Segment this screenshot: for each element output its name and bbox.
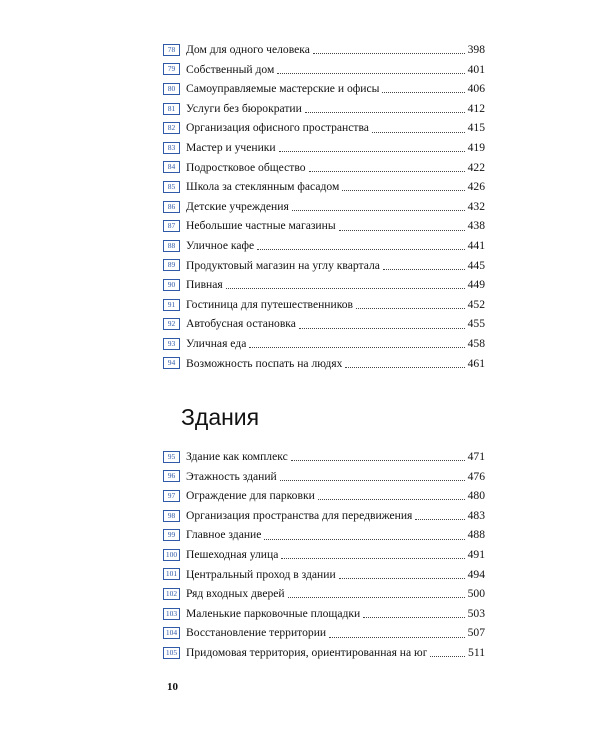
pattern-number-badge: 85 <box>163 181 180 193</box>
dot-leader <box>329 633 465 638</box>
toc-entry[interactable] <box>163 314 485 334</box>
toc-entry-page: 500 <box>467 587 485 601</box>
toc-entry-title: Здание как комплекс <box>186 450 288 463</box>
toc-entry[interactable] <box>163 623 485 643</box>
pattern-number-badge: 80 <box>163 83 180 95</box>
toc-entry-title: Дом для одного человека <box>186 43 310 56</box>
pattern-number-badge: 88 <box>163 240 180 252</box>
dot-leader <box>318 495 465 500</box>
toc-entry-title: Пивная <box>186 278 223 292</box>
toc-entry-page: 461 <box>467 356 485 370</box>
toc-entry[interactable] <box>163 525 485 545</box>
toc-entry-page: 503 <box>467 606 485 620</box>
pattern-number-badge: 81 <box>163 103 180 115</box>
toc-list-section-2 <box>163 447 485 663</box>
pattern-number-badge: 87 <box>163 220 180 232</box>
toc-entry[interactable] <box>163 467 485 487</box>
toc-entry-title: Организация пространства для передвижения <box>186 508 413 522</box>
pattern-number-badge: 95 <box>163 451 180 463</box>
toc-entry-page: 412 <box>467 101 485 115</box>
toc-entry[interactable] <box>163 584 485 604</box>
toc-entry-page: 406 <box>467 82 485 96</box>
toc-entry-page: 426 <box>467 180 485 194</box>
toc-entry-title: Организация офисного пространства <box>186 121 369 135</box>
toc-entry-page: 445 <box>467 258 485 272</box>
toc-entry[interactable] <box>163 197 485 217</box>
dot-leader <box>257 245 464 250</box>
toc-entry-page: 494 <box>467 567 485 581</box>
toc-entry[interactable] <box>163 158 485 178</box>
pattern-number-badge: 86 <box>163 201 180 213</box>
toc-entry-title: Продуктовый магазин на углу квартала <box>186 258 380 272</box>
dot-leader <box>292 206 465 211</box>
dot-leader <box>339 226 465 231</box>
toc-entry[interactable] <box>163 79 485 99</box>
toc-entry[interactable] <box>163 118 485 138</box>
dot-leader <box>226 284 465 289</box>
toc-entry-page: 441 <box>467 238 485 252</box>
pattern-number-badge: 92 <box>163 318 180 330</box>
dot-leader <box>372 128 465 133</box>
toc-entry-title: Центральный проход в здании <box>186 567 336 581</box>
pattern-number-badge: 82 <box>163 122 180 134</box>
toc-entry-page: 449 <box>467 278 485 292</box>
dot-leader <box>309 167 465 172</box>
pattern-number-badge: 91 <box>163 299 180 311</box>
dot-leader <box>277 69 464 74</box>
dot-leader <box>415 515 464 520</box>
toc-entry-page: 455 <box>467 317 485 331</box>
dot-leader <box>281 554 464 559</box>
pattern-number-badge: 104 <box>163 627 180 639</box>
dot-leader <box>383 265 465 270</box>
dot-leader <box>342 186 464 191</box>
toc-entry-page: 511 <box>468 645 485 659</box>
toc-entry[interactable] <box>163 565 485 585</box>
toc-entry-title: Гостиница для путешественников <box>186 297 354 311</box>
toc-entry-page: 483 <box>467 508 485 522</box>
pattern-number-badge: 79 <box>163 63 180 75</box>
toc-entry-title: Автобусная остановка <box>186 317 296 331</box>
toc-entry[interactable] <box>163 216 485 236</box>
toc-entry[interactable] <box>163 604 485 624</box>
dot-leader <box>305 108 465 113</box>
toc-entry[interactable] <box>163 275 485 295</box>
toc-entry-title: Уличная еда <box>186 336 247 350</box>
toc-entry-title: Школа за стеклянным фасадом <box>186 180 340 194</box>
toc-entry[interactable] <box>163 506 485 526</box>
toc-entry[interactable] <box>163 138 485 158</box>
toc-entry[interactable] <box>163 486 485 506</box>
pattern-number-badge: 90 <box>163 279 180 291</box>
toc-entry-title: Мастер и ученики <box>186 140 276 154</box>
toc-entry-page: 480 <box>467 489 485 503</box>
toc-entry[interactable] <box>163 295 485 315</box>
toc-entry-page: 432 <box>467 199 485 213</box>
toc-entry[interactable] <box>163 545 485 565</box>
toc-entry-page: 452 <box>467 297 485 311</box>
toc-entry-page: 476 <box>467 469 485 483</box>
toc-entry[interactable] <box>163 177 485 197</box>
dot-leader <box>291 456 465 461</box>
dot-leader <box>363 613 464 618</box>
toc-entry-page: 458 <box>467 336 485 350</box>
pattern-number-badge: 98 <box>163 510 180 522</box>
toc-entry-page: 491 <box>467 547 485 561</box>
toc-entry-title: Детские учреждения <box>186 199 289 213</box>
toc-entry-title: Пешеходная улица <box>186 547 279 561</box>
toc-entry-page: 507 <box>467 626 485 640</box>
toc-list-section-1 <box>163 40 485 373</box>
toc-entry[interactable] <box>163 40 485 60</box>
dot-leader <box>299 324 465 329</box>
toc-entry[interactable] <box>163 99 485 119</box>
pattern-number-badge: 94 <box>163 357 180 369</box>
dot-leader <box>382 88 464 93</box>
toc-entry-title: Самоуправляемые мастерские и офисы <box>186 82 380 96</box>
pattern-number-badge: 97 <box>163 490 180 502</box>
toc-entry[interactable] <box>163 447 485 467</box>
pattern-number-badge: 103 <box>163 608 180 620</box>
page-number: 10 <box>167 681 178 693</box>
toc-entry[interactable] <box>163 60 485 80</box>
dot-leader <box>280 476 465 481</box>
pattern-number-badge: 78 <box>163 44 180 56</box>
dot-leader <box>345 363 464 368</box>
dot-leader <box>264 535 464 540</box>
pattern-number-badge: 101 <box>163 568 180 580</box>
toc-entry-title: Возможность поспать на людях <box>186 356 343 370</box>
pattern-number-badge: 93 <box>163 338 180 350</box>
toc-entry[interactable] <box>163 236 485 256</box>
toc-entry-page: 438 <box>467 219 485 233</box>
pattern-number-badge: 100 <box>163 549 180 561</box>
dot-leader <box>288 593 465 598</box>
dot-leader <box>430 652 465 657</box>
dot-leader <box>313 49 465 54</box>
toc-entry[interactable] <box>163 643 485 663</box>
toc-entry-page: 488 <box>467 528 485 542</box>
toc-entry-title: Маленькие парковочные площадки <box>186 606 361 620</box>
pattern-number-badge: 102 <box>163 588 180 600</box>
dot-leader <box>356 304 465 309</box>
toc-entry-page: 401 <box>467 62 485 76</box>
section-heading: Здания <box>181 404 260 430</box>
toc-entry[interactable] <box>163 334 485 354</box>
toc-entry-page: 398 <box>467 43 485 56</box>
toc-entry-title: Собственный дом <box>186 62 275 76</box>
toc-entry-title: Небольшие частные магазины <box>186 219 336 233</box>
pattern-number-badge: 83 <box>163 142 180 154</box>
toc-entry-title: Ограждение для парковки <box>186 489 315 503</box>
pattern-number-badge: 89 <box>163 259 180 271</box>
pattern-number-badge: 105 <box>163 647 180 659</box>
dot-leader <box>279 147 465 152</box>
toc-entry-title: Восстановление территории <box>186 626 327 640</box>
toc-entry-title: Придомовая территория, ориентированная на юг <box>186 645 428 659</box>
toc-entry[interactable] <box>163 256 485 276</box>
toc-entry-title: Этажность зданий <box>186 469 277 483</box>
toc-entry-title: Главное здание <box>186 528 262 542</box>
toc-entry-title: Уличное кафе <box>186 238 255 252</box>
toc-entry[interactable] <box>163 354 485 374</box>
toc-entry-page: 415 <box>467 121 485 135</box>
toc-entry-page: 471 <box>467 450 485 463</box>
toc-entry-page: 422 <box>467 160 485 174</box>
dot-leader <box>249 343 464 348</box>
toc-entry-title: Ряд входных дверей <box>186 587 285 601</box>
pattern-number-badge: 99 <box>163 529 180 541</box>
toc-entry-title: Подростковое общество <box>186 160 306 174</box>
toc-entry-title: Услуги без бюрократии <box>186 101 302 115</box>
dot-leader <box>339 574 465 579</box>
pattern-number-badge: 96 <box>163 470 180 482</box>
toc-entry-page: 419 <box>467 140 485 154</box>
pattern-number-badge: 84 <box>163 161 180 173</box>
